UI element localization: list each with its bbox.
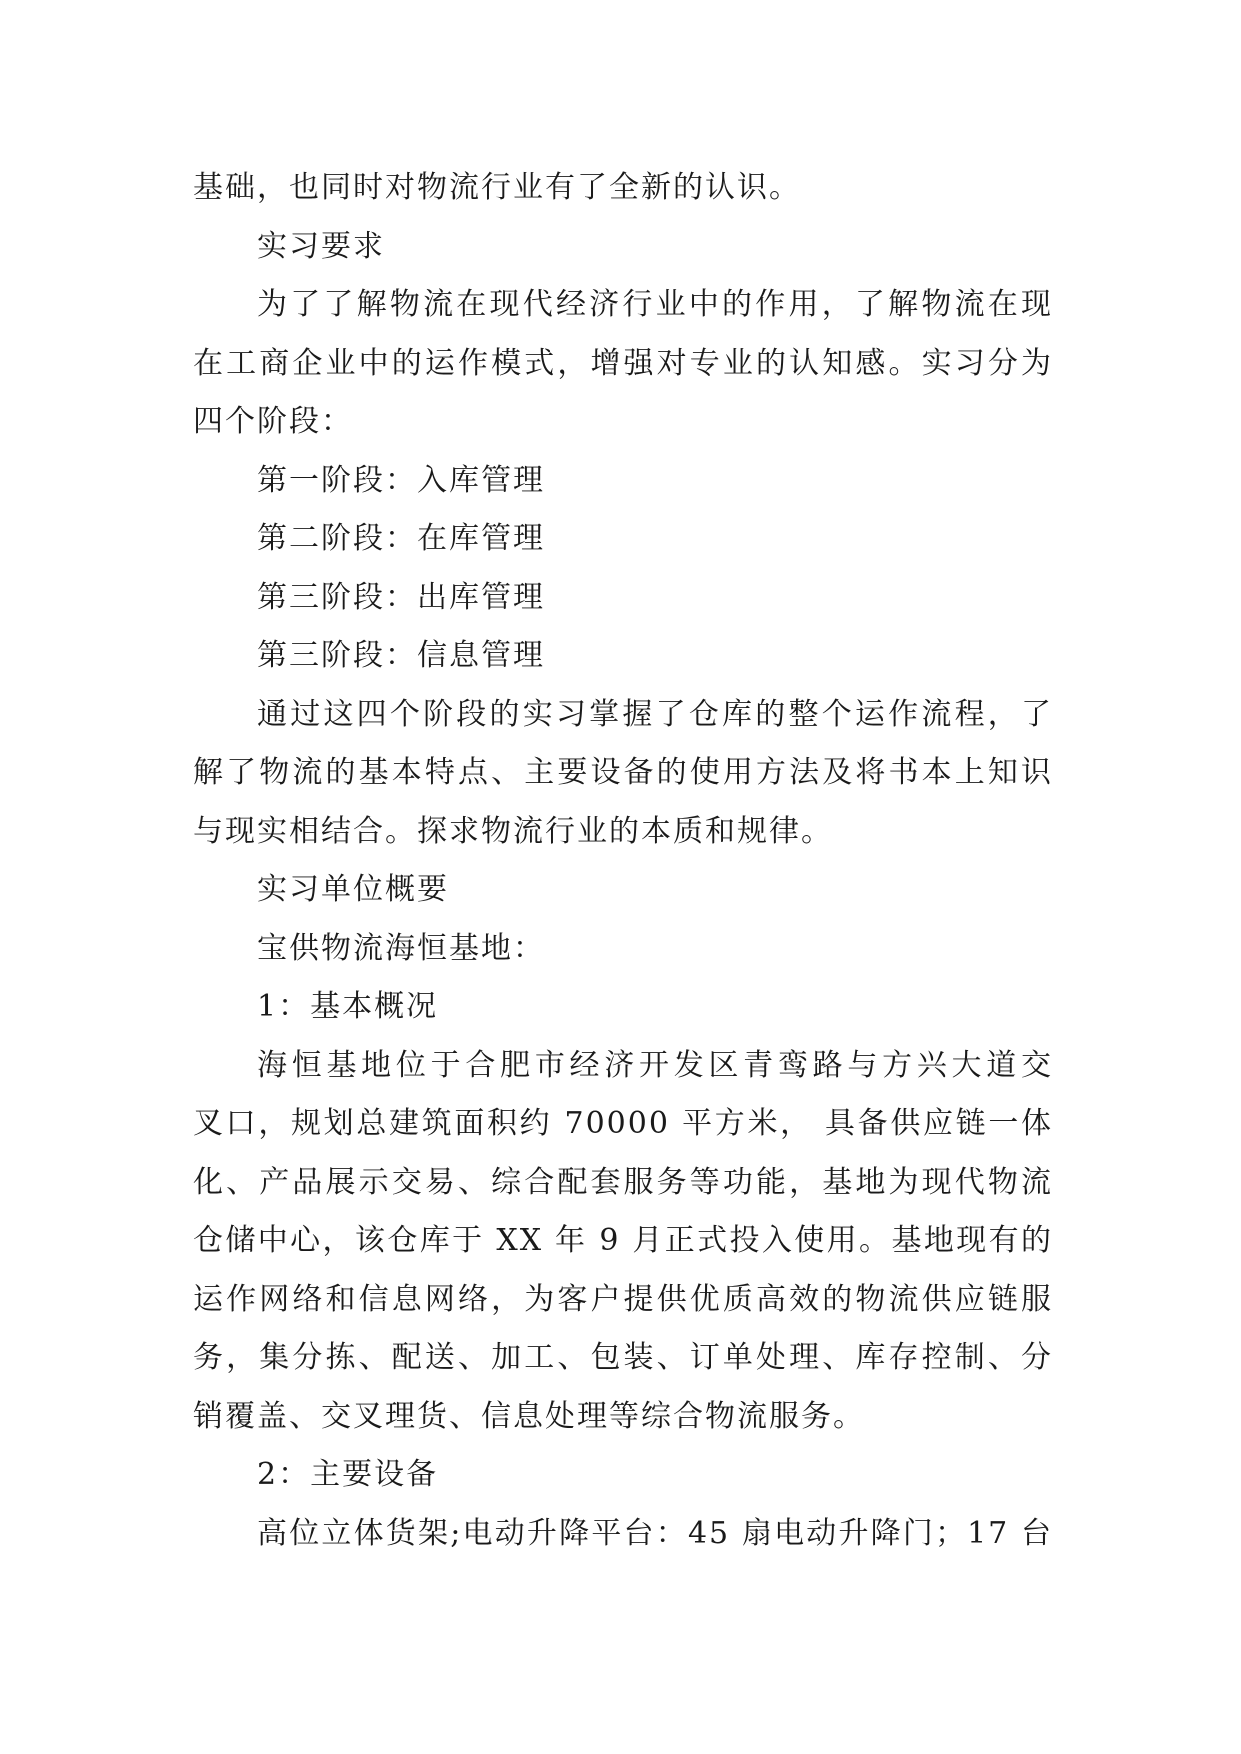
text-line: 通过这四个阶段的实习掌握了仓库的整个运作流程，了 — [257, 696, 1053, 732]
text-line: 海恒基地位于合肥市经济开发区青鸾路与方兴大道交 — [257, 1047, 1053, 1083]
section-heading: 实习要求 — [257, 228, 385, 264]
subsection-heading: 1：基本概况 — [257, 989, 439, 1024]
text-line: 叉口，规划总建筑面积约 70000 平方米， 具备供应链一体 — [193, 1106, 1053, 1141]
subsection-heading: 宝供物流海恒基地： — [257, 930, 545, 966]
list-item: 第一阶段：入库管理 — [257, 462, 545, 498]
list-item: 第三阶段：出库管理 — [257, 579, 545, 615]
text-line: 与现实相结合。探求物流行业的本质和规律。 — [193, 813, 833, 849]
section-heading: 实习单位概要 — [257, 872, 449, 907]
document-body — [193, 159, 1053, 1563]
text-line: 仓储中心，该仓库于 XX 年 9 月正式投入使用。基地现有的 — [193, 1223, 1053, 1258]
list-item: 第二阶段：在库管理 — [257, 521, 545, 556]
text-line: 务，集分拣、配送、加工、包装、订单处理、库存控制、分 — [193, 1340, 1053, 1375]
text-line: 运作网络和信息网络，为客户提供优质高效的物流供应链服 — [193, 1281, 1053, 1317]
text-line: 解了物流的基本特点、主要设备的使用方法及将书本上知识 — [193, 755, 1053, 790]
subsection-heading: 2：主要设备 — [257, 1457, 439, 1492]
text-line: 高位立体货架;电动升降平台：45 扇电动升降门；17 台 — [257, 1515, 1053, 1551]
text-line: 在工商企业中的运作模式，增强对专业的认知感。实习分为 — [193, 345, 1053, 381]
text-line: 基础，也同时对物流行业有了全新的认识。 — [193, 170, 801, 205]
text-line: 为了了解物流在现代经济行业中的作用，了解物流在现 — [257, 287, 1053, 322]
text-line: 四个阶段： — [193, 404, 353, 439]
text-line: 化、产品展示交易、综合配套服务等功能，基地为现代物流 — [193, 1164, 1053, 1200]
text-line: 销覆盖、交叉理货、信息处理等综合物流服务。 — [193, 1398, 865, 1434]
list-item: 第三阶段：信息管理 — [257, 638, 545, 673]
